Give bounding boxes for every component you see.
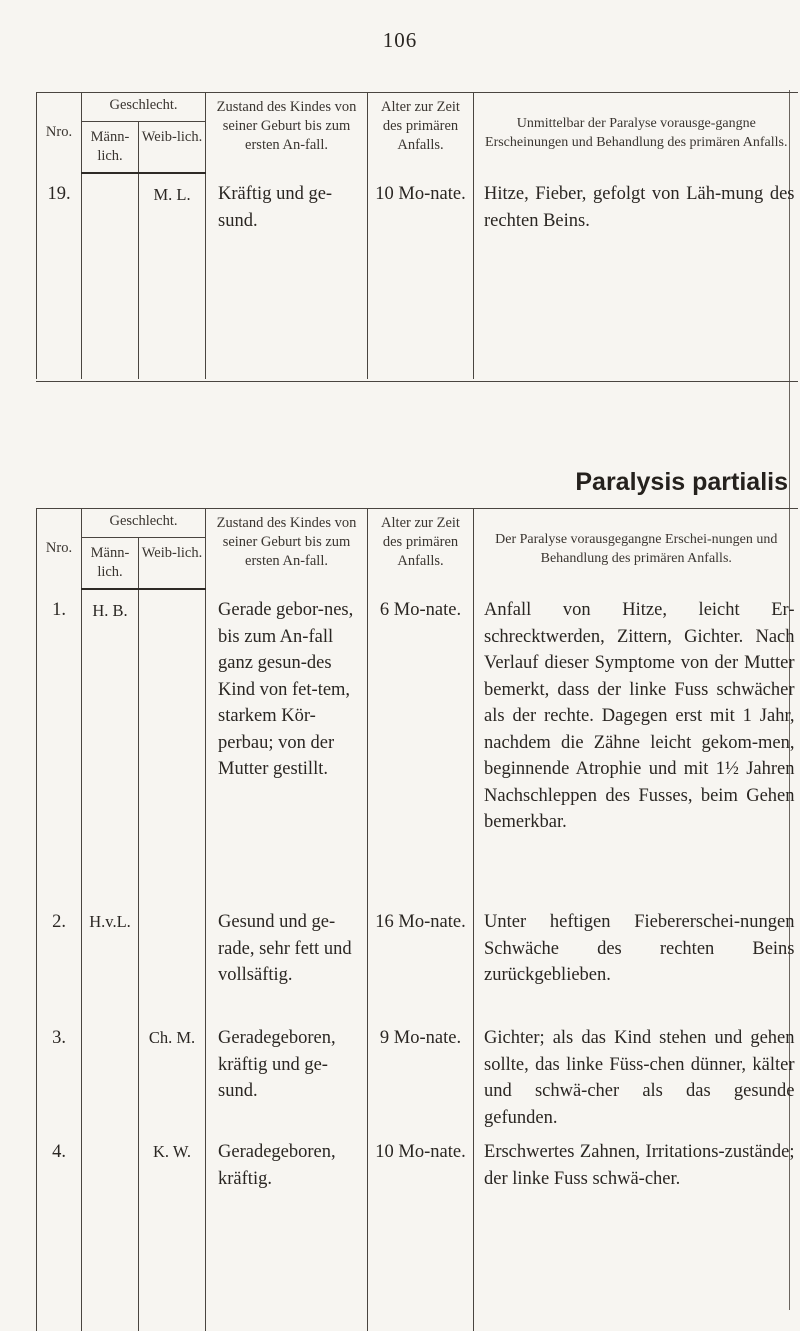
row-maennlich	[82, 173, 139, 379]
row-weiblich: M. L.	[139, 173, 206, 379]
row-zustand: Geradegeboren, kräftig.	[206, 1131, 368, 1331]
row-alter: 10 Mo-nate.	[368, 1131, 474, 1331]
table-row	[37, 1131, 799, 1331]
row-maennlich	[82, 1017, 139, 1131]
row-weiblich	[139, 901, 206, 1017]
header-geschlecht: Geschlecht.	[82, 508, 206, 538]
section-title: Paralysis partialis	[575, 468, 788, 496]
header-weiblich: Weib-lich.	[139, 122, 206, 174]
row-erscheinungen: Anfall von Hitze, leicht Er-schrecktwerden, Zittern, Gichter. Nach Verlauf dieser Symptome von der Mutter bemerkt, dass der linke Fuss schwächer als der rechte. Dagegen erst mit 1 Jahr, nachdem die Zähne leicht gekom-men, beginnende Atrophie und mit 1½ Jahren Nachschleppen des Fusses, beim Gehen bemerkbar.	[474, 589, 799, 901]
row-nro: 2.	[37, 901, 82, 1017]
header-maennlich: Männ-lich.	[82, 122, 139, 174]
row-erscheinungen: Gichter; als das Kind stehen und gehen sollte, das linke Füss-chen dünner, kälter und schwä-cher als das gesunde gefunden.	[474, 1017, 799, 1131]
table-2	[36, 508, 799, 1331]
row-weiblich: Ch. M.	[139, 1017, 206, 1131]
header-maennlich: Männ-lich.	[82, 538, 139, 590]
header-nro: Nro.	[37, 508, 82, 589]
table-row	[37, 901, 799, 1017]
header-alter: Alter zur Zeit des primären Anfalls.	[368, 92, 474, 173]
row-alter: 10 Mo-nate.	[368, 173, 474, 379]
row-nro: 1.	[37, 589, 82, 901]
table-row	[37, 173, 799, 379]
row-nro: 19.	[37, 173, 82, 379]
row-nro: 4.	[37, 1131, 82, 1331]
row-erscheinungen: Erschwertes Zahnen, Irritations-zustände; der linke Fuss schwä-cher.	[474, 1131, 799, 1331]
header-geschlecht: Geschlecht.	[82, 92, 206, 122]
row-erscheinungen: Hitze, Fieber, gefolgt von Läh-mung des rechten Beins.	[474, 173, 799, 379]
row-weiblich: K. W.	[139, 1131, 206, 1331]
header-nro: Nro.	[37, 92, 82, 173]
row-maennlich	[82, 1131, 139, 1331]
row-alter: 9 Mo-nate.	[368, 1017, 474, 1131]
row-zustand: Kräftig und ge-sund.	[206, 173, 368, 379]
row-alter: 16 Mo-nate.	[368, 901, 474, 1017]
page-number: 106	[382, 28, 418, 52]
row-zustand: Gerade gebor-nes, bis zum An-fall ganz gesun-des Kind von fet-tem, starkem Kör-perbau; von der Mutter gestillt.	[206, 589, 368, 901]
header-zustand: Zustand des Kindes von seiner Geburt bis zum ersten An-fall.	[206, 92, 368, 173]
row-alter: 6 Mo-nate.	[368, 589, 474, 901]
row-maennlich: H.v.L.	[82, 901, 139, 1017]
header-zustand: Zustand des Kindes von seiner Geburt bis zum ersten An-fall.	[206, 508, 368, 589]
row-zustand: Geradegeboren, kräftig und ge-sund.	[206, 1017, 368, 1131]
header-weiblich: Weib-lich.	[139, 538, 206, 590]
row-erscheinungen: Unter heftigen Fiebererschei-nungen Schwäche des rechten Beins zurückgeblieben.	[474, 901, 799, 1017]
table-1	[36, 92, 799, 379]
row-maennlich: H. B.	[82, 589, 139, 901]
table-row	[37, 1017, 799, 1131]
row-nro: 3.	[37, 1017, 82, 1131]
row-weiblich	[139, 589, 206, 901]
row-zustand: Gesund und ge-rade, sehr fett und vollsäftig.	[206, 901, 368, 1017]
table1-bottom-rule	[36, 381, 798, 382]
header-erscheinungen: Der Paralyse vorausgegangne Erschei-nungen und Behandlung des primären Anfalls.	[474, 508, 799, 589]
table-row	[37, 589, 799, 901]
header-erscheinungen: Unmittelbar der Paralyse vorausge-gangne Erscheinungen und Behandlung des primären Anfalls.	[474, 92, 799, 173]
header-alter: Alter zur Zeit des primären Anfalls.	[368, 508, 474, 589]
